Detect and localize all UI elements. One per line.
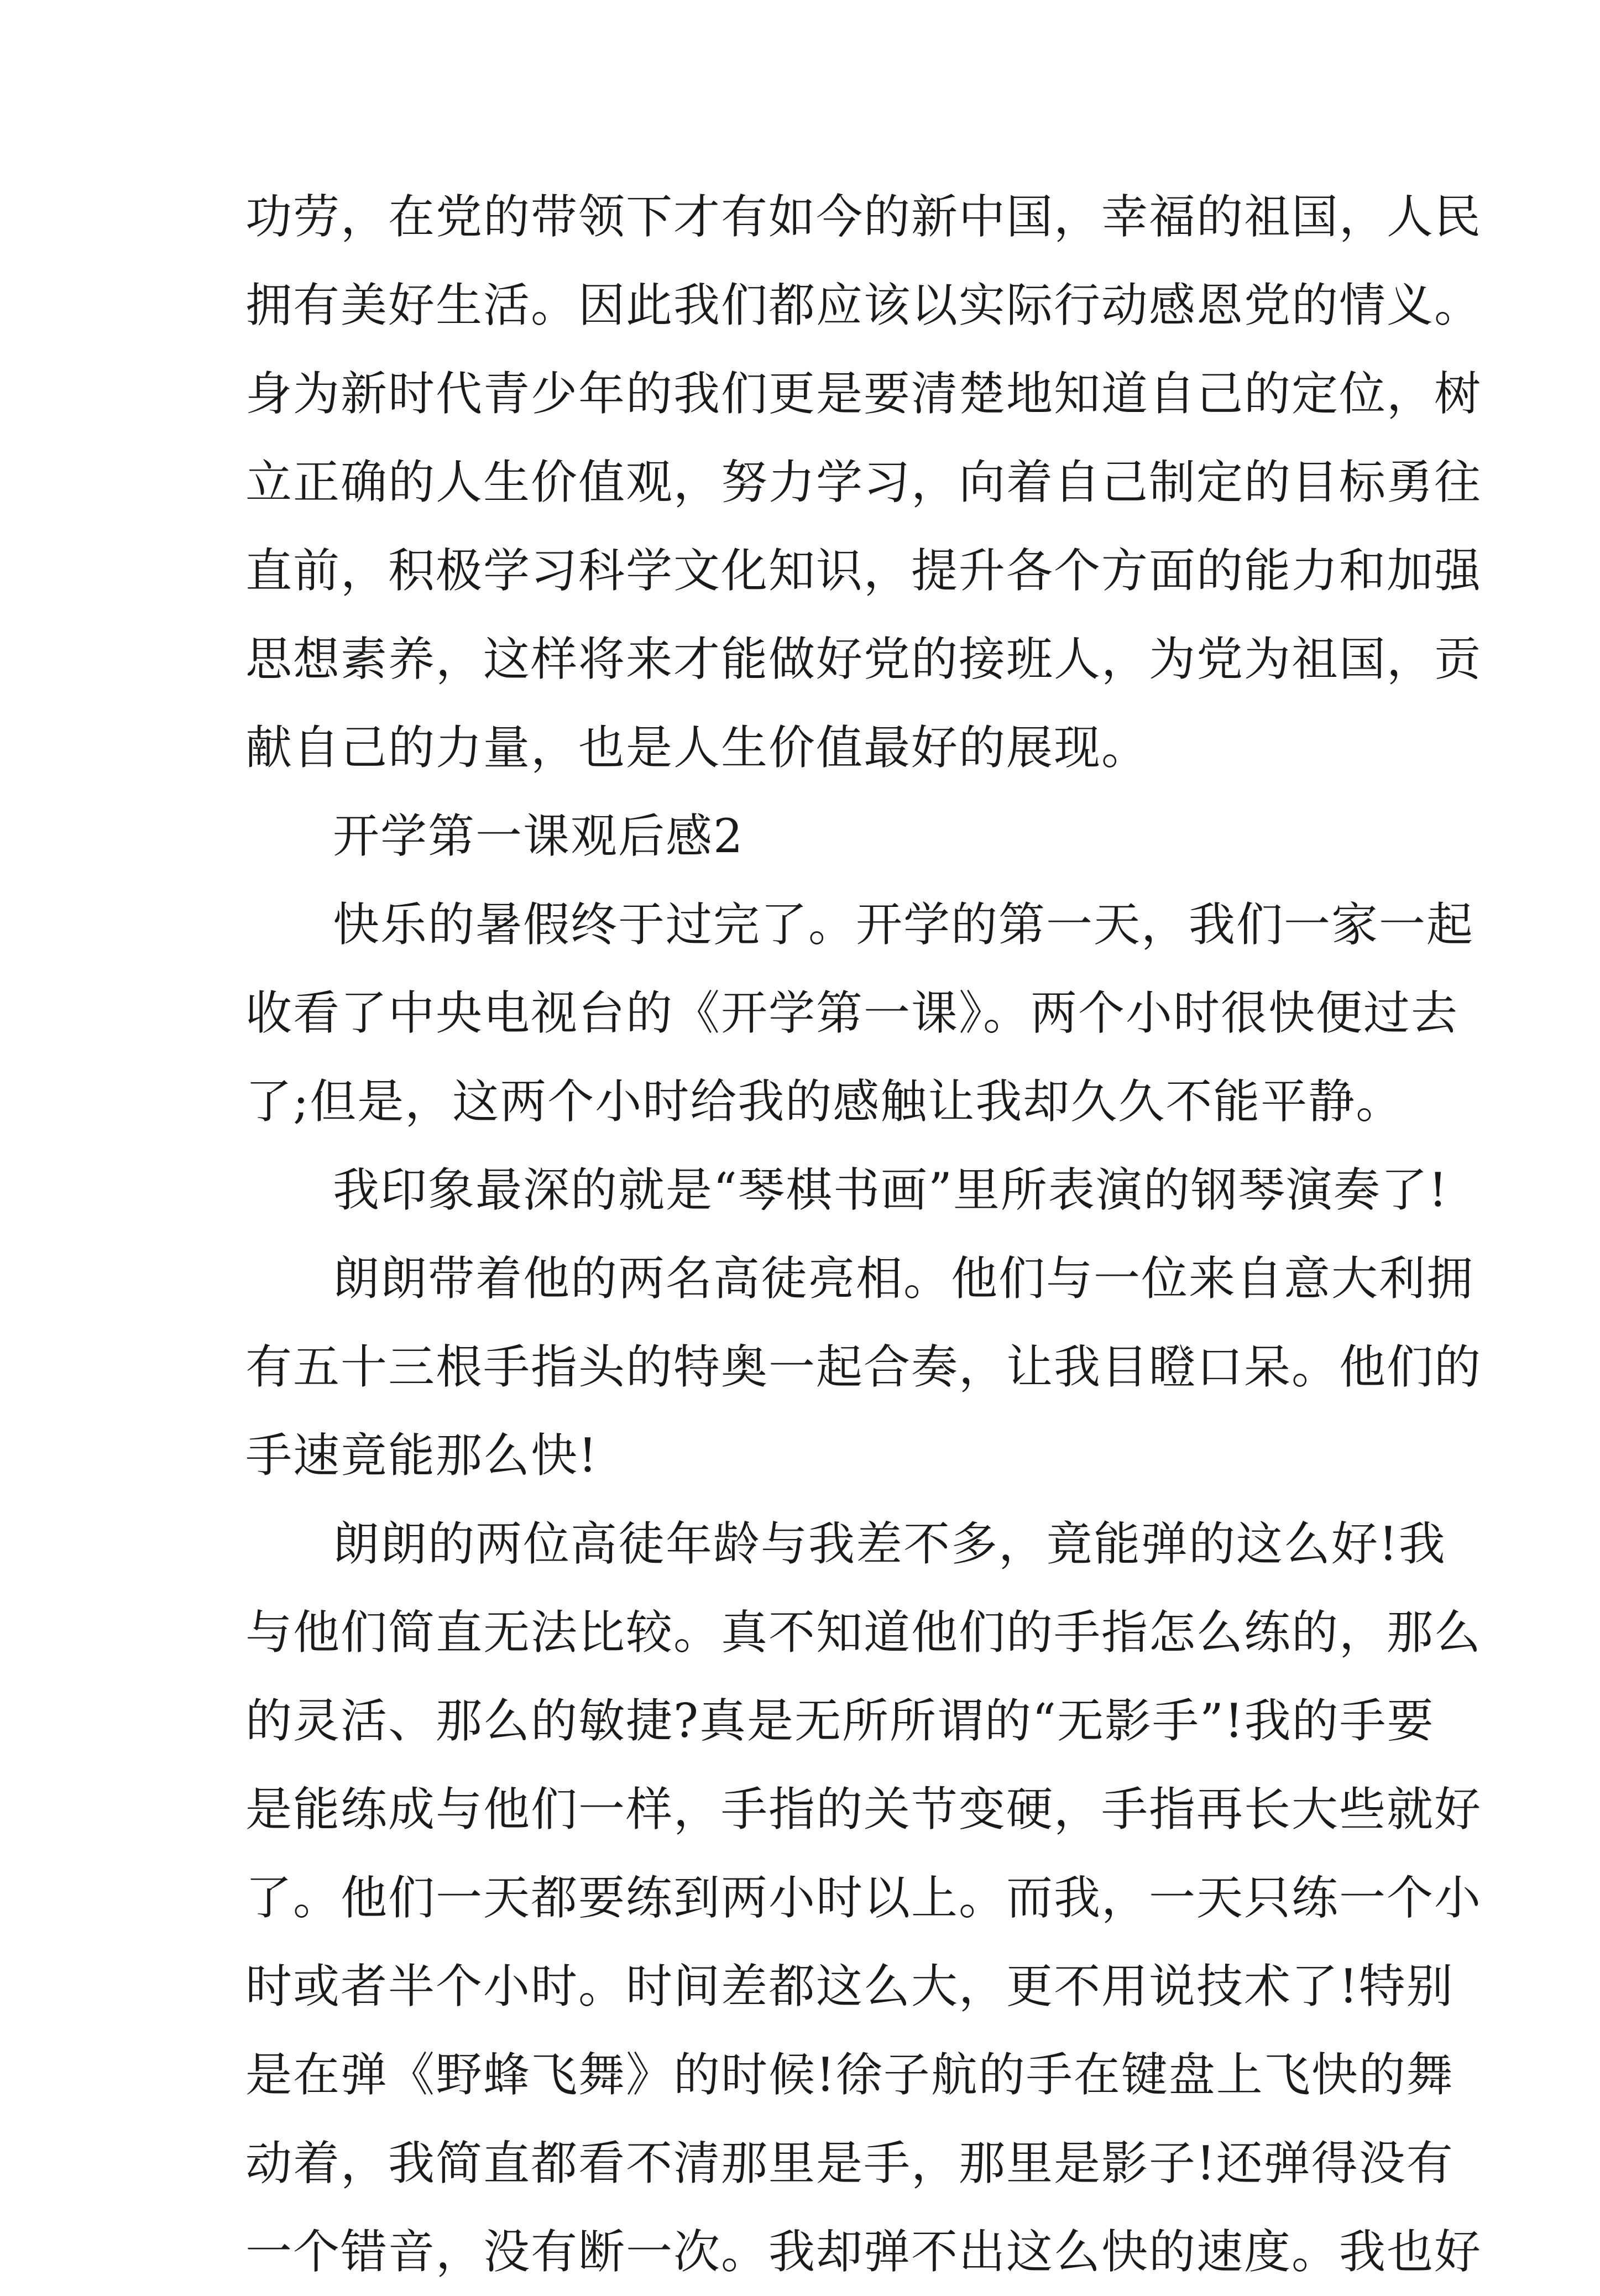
text-line: 一个错音，没有断一次。我却弹不出这么快的速度。我也好 xyxy=(245,2225,1482,2279)
text-line: 献自己的力量，也是人生价值最好的展现。 xyxy=(245,721,1149,775)
paragraph-first-line: 快乐的暑假终于过完了。开学的第一天，我们一家一起 xyxy=(333,897,1474,952)
text-line: 直前，积极学习科学文化知识，提升各个方面的能力和加强 xyxy=(245,544,1482,598)
text-line: 身为新时代青少年的我们更是要清楚地知道自己的定位，树 xyxy=(245,367,1482,421)
text-line: 的灵活、那么的敏捷?真是无所所谓的“无影手”!我的手要 xyxy=(245,1694,1435,1748)
text-line: 拥有美好生活。因此我们都应该以实际行动感恩党的情义。 xyxy=(245,278,1482,332)
text-line: 了。他们一天都要练到两小时以上。而我，一天只练一个小 xyxy=(245,1871,1482,1925)
text-line: 思想素养，这样将来才能做好党的接班人，为党为祖国，贡 xyxy=(245,632,1482,686)
text-line: 立正确的人生价值观，努力学习，向着自己制定的目标勇往 xyxy=(245,455,1482,509)
text-line: 收看了中央电视台的《开学第一课》。两个小时很快便过去 xyxy=(245,986,1459,1040)
text-line: 了;但是，这两个小时给我的感触让我却久久不能平静。 xyxy=(245,1074,1404,1129)
text-line: 动着，我简直都看不清那里是手，那里是影子!还弹得没有 xyxy=(245,2136,1454,2190)
text-line: 是在弹《野蜂飞舞》的时候!徐子航的手在键盘上飞快的舞 xyxy=(245,2048,1454,2102)
text-line: 时或者半个小时。时间差都这么大，更不用说技术了!特别 xyxy=(245,1959,1454,2013)
paragraph-first-line: 我印象最深的就是“琴棋书画”里所表演的钢琴演奏了! xyxy=(333,1163,1449,1217)
document-body xyxy=(245,173,1482,2296)
text-line: 手速竟能那么快! xyxy=(245,1428,598,1483)
text-line: 有五十三根手指头的特奥一起合奏，让我目瞪口呆。他们的 xyxy=(245,1340,1482,1394)
paragraph-first-line: 朗朗带着他的两名高徒亮相。他们与一位来自意大利拥 xyxy=(333,1251,1474,1306)
text-line: 与他们简直无法比较。真不知道他们的手指怎么练的，那么 xyxy=(245,1605,1482,1660)
text-line: 功劳，在党的带领下才有如今的新中国，幸福的祖国，人民 xyxy=(245,190,1482,244)
section-heading: 开学第一课观后感2 xyxy=(333,809,744,863)
paragraph-first-line: 朗朗的两位高徒年龄与我差不多，竟能弹的这么好!我 xyxy=(333,1517,1446,1571)
text-line: 是能练成与他们一样，手指的关节变硬，手指再长大些就好 xyxy=(245,1782,1482,1836)
